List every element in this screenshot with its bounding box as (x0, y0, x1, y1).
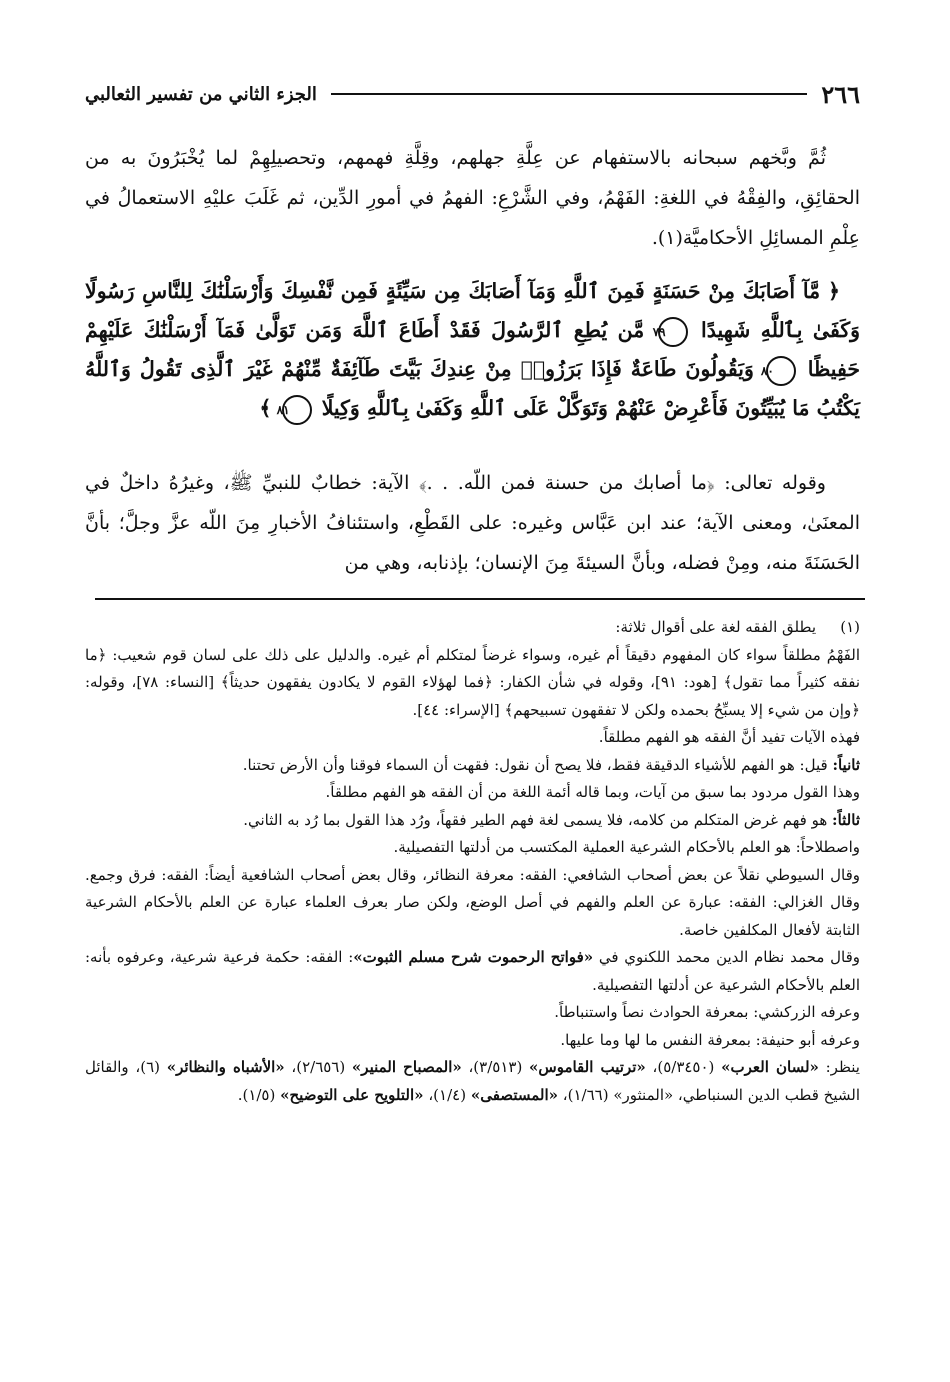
ref-ashbah-loc: (٦)، والقائل الشيخ قطب الدين السنباطي، «المنثور» (١/٦٦)، (85, 1058, 860, 1104)
footnote-third-meaning (85, 807, 860, 835)
verse-open-bracket: ﴿ (827, 279, 840, 303)
ayah-marker-80: ٨٠ (766, 356, 796, 386)
running-title: الجزء الثاني من تفسير الثعالبي (85, 83, 317, 105)
ref-tartib-al-qamus: «ترتيب القاموس» (529, 1058, 646, 1076)
ref-misbah-munir: «المصباح المنير» (351, 1058, 462, 1076)
footnote-technical-definition: واصطلاحاً: هو العلم بالأحكام الشرعية العملية المكتسب من أدلتها التفصيلية. (393, 838, 860, 856)
ref-mustasfa-loc: (١/٤)، (428, 1085, 467, 1104)
commentary-paragraph (85, 463, 860, 583)
footnote-suyuti: وقال السيوطي نقلاً عن بعض أصحاب الشافعي: الفقه: معرفة النظائر، وقال بعض أصحاب الشافعية أيضاً: الفقه: فرق وجمع. وقال الغزالي: الفقه: عبارة عن العلم والفهم في أصل الوضع، ولكن صار بعرف العلماء عبارة عن العلم بالأحكام الشرعية الثابتة لأفعال المكلفين خاصة. (85, 865, 860, 939)
ref-mustasfa: «المستصفى» (470, 1085, 559, 1104)
ref-misbah-loc: (٢/٦٥٦)، (291, 1058, 346, 1076)
ref-ashbah: «الأشباه والنظائر» (166, 1058, 285, 1076)
laknawi-pre: وقال محمد نظام الدين محمد اللكنوي في (598, 948, 860, 966)
footnote-laknawi (85, 944, 860, 999)
footnote-abu-hanifa: وعرفه أبو حنيفة: بمعرفة النفس ما لها وما عليها. (560, 1030, 860, 1049)
second-text: قيل: هو الفهم للأشياء الدقيقة فقط، فلا يصح أن نقول: فقهت أن السماء فوقنا وأن الأرض تحتنا. (242, 755, 828, 774)
footnote-heading-row (85, 614, 860, 642)
footnote-second-meaning (85, 752, 860, 780)
third-text: هو فهم غرض المتكلم من كلامه، فلا يسمى لغة فهم الطير فقهاً، ورُد هذا القول بما رُد به الثاني. (243, 810, 828, 829)
ref-lisan-loc: (٥/٣٤٥٠)، (652, 1058, 715, 1076)
header-rule (331, 93, 807, 95)
quran-verse-block (85, 272, 860, 428)
page-header (85, 74, 860, 114)
footnote-second-reply: وهذا القول مردود بما سبق من آيات، وبما قاله أئمة اللغة من أن الفقه هو الفهم مطلقاً. (325, 783, 860, 801)
verse-part-2: مَّن يُطِعِ ٱلرَّسُولَ فَقَدْ أَطَاعَ ٱللَّهَ وَمَن تَوَلَّىٰ فَمَآ أَرْسَلْنَٰكَ عَلَيْهِمْ حَفِيظًا (85, 318, 860, 381)
intro-text: ثُمَّ وبَّخهم سبحانه بالاستفهام عن عِلَّةِ جهلهم، وقِلَّةِ فهمهم، وتحصيلِهِمْ لما يُخْبَرُونَ به من الحقائِقِ، والفِقْهُ في اللغةِ: الفَهْمُ، وفي الشَّرْعِ: الفهمُ في أمورِ الدِّين، ثم غَلَبَ عليْهِ الاستعمالُ في عِلْمِ المسائِلِ الأحكاميَّة(١). (85, 147, 860, 249)
footnote-references (85, 1054, 860, 1109)
ref-talwih-loc: (١/٥). (237, 1085, 276, 1104)
footnotes (85, 614, 860, 1109)
footnote-first-conclusion: فهذه الآيات تفيد أنَّ الفقه هو الفهم مطلقاً. (598, 728, 860, 746)
laknawi-post: : الفقه: حكمة فرعية شرعية، وعرفوه بأنه: العلم بالأحكام الشرعية عن أدلتها التفصيلية. (85, 948, 860, 994)
refs-intro: ينظر: (825, 1058, 860, 1076)
verse-close-bracket: ﴾ (259, 396, 272, 420)
ref-tartib-loc: (٣/٥١٣)، (468, 1058, 523, 1076)
ref-talwih: «التلويح على التوضيح» (280, 1085, 424, 1104)
ref-lisan-al-arab: «لسان العرب» (721, 1058, 819, 1076)
verse-part-1: مَّآ أَصَابَكَ مِنْ حَسَنَةٍ فَمِنَ ٱللَّهِ وَمَآ أَصَابَكَ مِن سَيِّئَةٍ فَمِن نَّفْسِكَ وَأَرْسَلْنَٰكَ لِلنَّاسِ رَسُولًا وَكَفَىٰ بِٱللَّهِ شَهِيدًا (85, 279, 861, 342)
ayah-marker-81: ٨١ (282, 395, 312, 425)
intro-paragraph (85, 138, 860, 258)
ayah-marker-79: ٧٩ (658, 317, 688, 347)
footnote-number: (١) (840, 618, 860, 636)
third-label: ثالثاً: (832, 810, 860, 829)
verse-part-3: وَيَقُولُونَ طَاعَةٌ فَإِذَا بَرَزُوا۟ مِنْ عِندِكَ بَيَّتَ طَآئِفَةٌ مِّنْهُمْ غَيْرَ ٱلَّذِى تَقُولُ وَٱللَّهُ يَكْتُبُ مَا يُبَيِّتُونَ فَأَعْرِضْ عَنْهُمْ وَتَوَكَّلْ عَلَى ٱللَّهِ وَكَفَىٰ بِٱللَّهِ وَكِيلًا (85, 357, 860, 420)
footnote-zarkashi: وعرفه الزركشي: بمعرفة الحوادث نصاً واستنباطاً. (554, 1003, 860, 1021)
footnote-separator (95, 598, 865, 600)
footnote-heading: يطلق الفقه لغة على أقوال ثلاثة: (615, 618, 816, 636)
quran-verse (85, 272, 860, 428)
page-number: ٢٦٦ (821, 79, 860, 109)
commentary-text: وقوله تعالى: ﴿ما أصابك من حسنة فمن اللّه. . .﴾ الآية: خطابٌ للنبيِّ ﷺ، وغيرُهُ داخلٌ في المعنَىٰ، ومعنى الآية؛ عند ابن عَبَّاس وغيره: على القَطْعِ، واستئنافُ الأخبارِ مِنَ اللّه عزَّ وجلَّ؛ بأنَّ الحَسَنَةَ منه، ومِنْ فضله، وبأنَّ السيئةَ مِنَ الإنسان؛ بإذنابه، وهي من (85, 472, 860, 574)
laknawi-book-title: «فواتح الرحموت شرح مسلم الثبوت» (353, 948, 594, 966)
footnote-first-meaning: الفَهْمُ مطلقاً سواء كان المفهوم دقيقاً أم غيره، وسواء غرضاً لمتكلم أم غيره. والدليل على ذلك على لسان قوم شعيب: ﴿ما نفقه كثيراً مما تقول﴾ [هود: ٩١]، وقوله في شأن الكفار: ﴿فما لهؤلاء القوم لا يكادون يفقهون حديثاً﴾ [النساء: ٧٨]، وقوله: ﴿وإن من شيء إلا يسبِّحُ بحمده ولكن لا تفقهون تسبيحهم﴾ [الإسراء: ٤٤]. (85, 645, 860, 719)
second-label: ثانياً: (832, 755, 860, 774)
